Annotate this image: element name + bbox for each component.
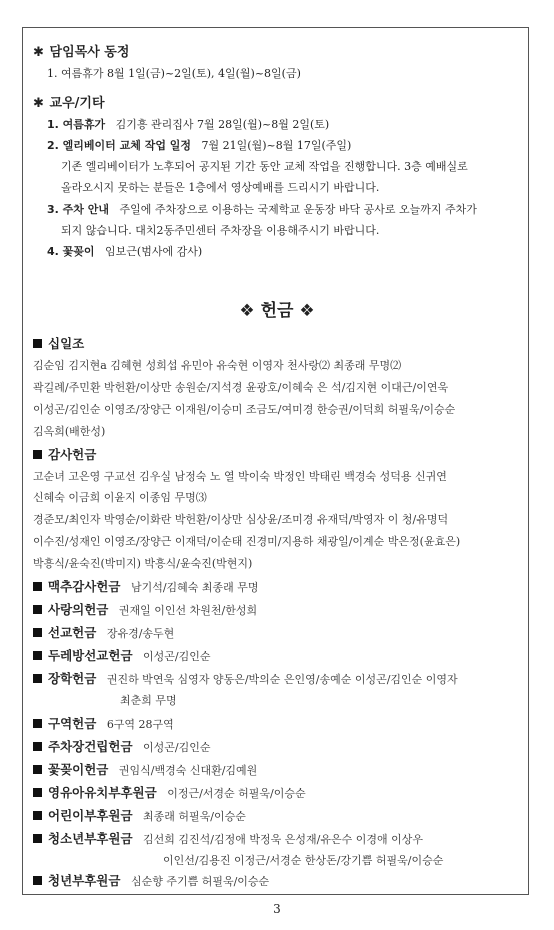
- offering-title: ❖ 헌금 ❖: [239, 301, 315, 321]
- square-bullet-icon: [33, 811, 42, 820]
- offering-row-flower: 꽃꽂이헌금 권임식/백경숙 신대환/김예원: [33, 763, 257, 778]
- square-bullet-icon: [33, 450, 42, 459]
- offering-row-district: 구역헌금 6구역 28구역: [33, 717, 174, 732]
- pastor-item: 1. 여름휴가 8월 1일(금)~2일(토), 4일(월)~8일(금): [47, 67, 301, 80]
- notice-item-2-desc-2: 올라오시지 못하는 분들은 1층에서 영상예배를 드리시기 바랍니다.: [61, 181, 380, 194]
- square-bullet-icon: [33, 742, 42, 751]
- offering-row-scholarship: 장학헌금 권진하 박연욱 심영자 양동은/박의순 은인영/송예순 이성곤/김인순 이영자: [33, 672, 458, 687]
- offering-row-young-adult: 청년부후원금 심순향 주기쁨 허필욱/이승순: [33, 874, 269, 889]
- notice-item-2: 2. 엘리베이터 교체 작업 일정 7월 21일(월)~8월 17일(주일): [47, 139, 352, 152]
- offering-row-scholarship-cont: 최춘희 무명: [120, 694, 177, 707]
- asterisk-icon: ✱: [33, 96, 44, 111]
- thanks-line: 박흥식/윤숙진(박미지) 박흥식/윤숙진(박현지): [33, 557, 253, 570]
- notice-item-2-desc-1: 기존 엘리베이터가 노후되어 공지된 기간 동안 교체 작업을 진행합니다. 3층 예배실로: [61, 160, 468, 173]
- thanks-line: 경준모/최인자 박영순/이화란 박헌환/이상만 심상윤/조미경 유재덕/박영자 이 청/유명덕: [33, 513, 449, 526]
- square-bullet-icon: [33, 651, 42, 660]
- offering-row-kids: 영유아유치부후원금 이정근/서경순 허필욱/이승순: [33, 786, 306, 801]
- tithe-line: 곽길례/주민환 박헌환/이상만 송원순/지석경 윤광호/이혜숙 은 석/김지현 이대근/이연욱: [33, 381, 449, 394]
- square-bullet-icon: [33, 628, 42, 637]
- offering-row-youth-cont: 이인선/김용진 이정근/서경순 한상돈/강기쁨 허필욱/이승순: [163, 854, 444, 867]
- offering-row-mission: 선교헌금 장유경/송두현: [33, 626, 174, 641]
- tithe-line: 김옥희(배한성): [33, 425, 106, 438]
- thanks-line: 신혜숙 이금희 이윤지 이종임 무명⑶: [33, 491, 207, 504]
- tithe-label: 십일조: [33, 337, 84, 352]
- notice-item-3: 3. 주차 안내 주일에 주차장으로 이용하는 국제학교 운동장 바닥 공사로 오늘까지 주차가: [47, 203, 477, 216]
- notice-item-3-desc: 되지 않습니다. 대치2동주민센터 주차장을 이용해주시기 바랍니다.: [61, 224, 380, 237]
- pastor-heading: ✱ 담임목사 동정: [33, 45, 130, 60]
- offering-row-maechu: 맥추감사헌금 남기석/김혜숙 최종래 무명: [33, 580, 259, 595]
- tithe-line: 이성곤/김인순 이영조/장양근 이재원/이승미 조금도/여미경 한승권/이덕희 허필욱/이승순: [33, 403, 456, 416]
- tithe-line: 김순임 김지현a 김혜현 성희섭 유민아 유숙현 이영자 천사랑⑵ 최종래 무명⑵: [33, 359, 402, 372]
- thanks-line: 고순녀 고은영 구교선 김우실 남정숙 노 열 박이숙 박정인 박태린 백경숙 성덕용 신귀연: [33, 470, 447, 483]
- square-bullet-icon: [33, 339, 42, 348]
- notices-heading: ✱ 교우/기타: [33, 96, 105, 111]
- square-bullet-icon: [33, 582, 42, 591]
- notice-item-4: 4. 꽃꽂이 임보근(범사에 감사): [47, 245, 203, 258]
- offering-row-durebang: 두레방선교헌금 이성곤/김인순: [33, 649, 211, 664]
- square-bullet-icon: [33, 788, 42, 797]
- thanks-label: 감사헌금: [33, 448, 96, 463]
- page-number: 3: [273, 902, 281, 916]
- offering-row-youth: 청소년부후원금 김선희 김진석/김정애 박정욱 은성재/유은수 이경애 이상우: [33, 832, 423, 847]
- offering-row-parking: 주차장건립헌금 이성곤/김인순: [33, 740, 211, 755]
- square-bullet-icon: [33, 605, 42, 614]
- square-bullet-icon: [33, 674, 42, 683]
- offering-row-children: 어린이부후원금 최종래 허필욱/이승순: [33, 809, 246, 824]
- asterisk-icon: ✱: [33, 45, 44, 60]
- square-bullet-icon: [33, 834, 42, 843]
- square-bullet-icon: [33, 876, 42, 885]
- thanks-line: 이수진/성재인 이영조/장양근 이재덕/이순태 진경미/지용하 채광일/이계순 박은정(윤효은): [33, 535, 461, 548]
- offering-row-love: 사랑의헌금 권재일 이인선 차원천/한성희: [33, 603, 257, 618]
- square-bullet-icon: [33, 765, 42, 774]
- notice-item-1: 1. 여름휴가 김기흥 관리집사 7월 28일(월)~8월 2일(토): [47, 118, 330, 131]
- square-bullet-icon: [33, 719, 42, 728]
